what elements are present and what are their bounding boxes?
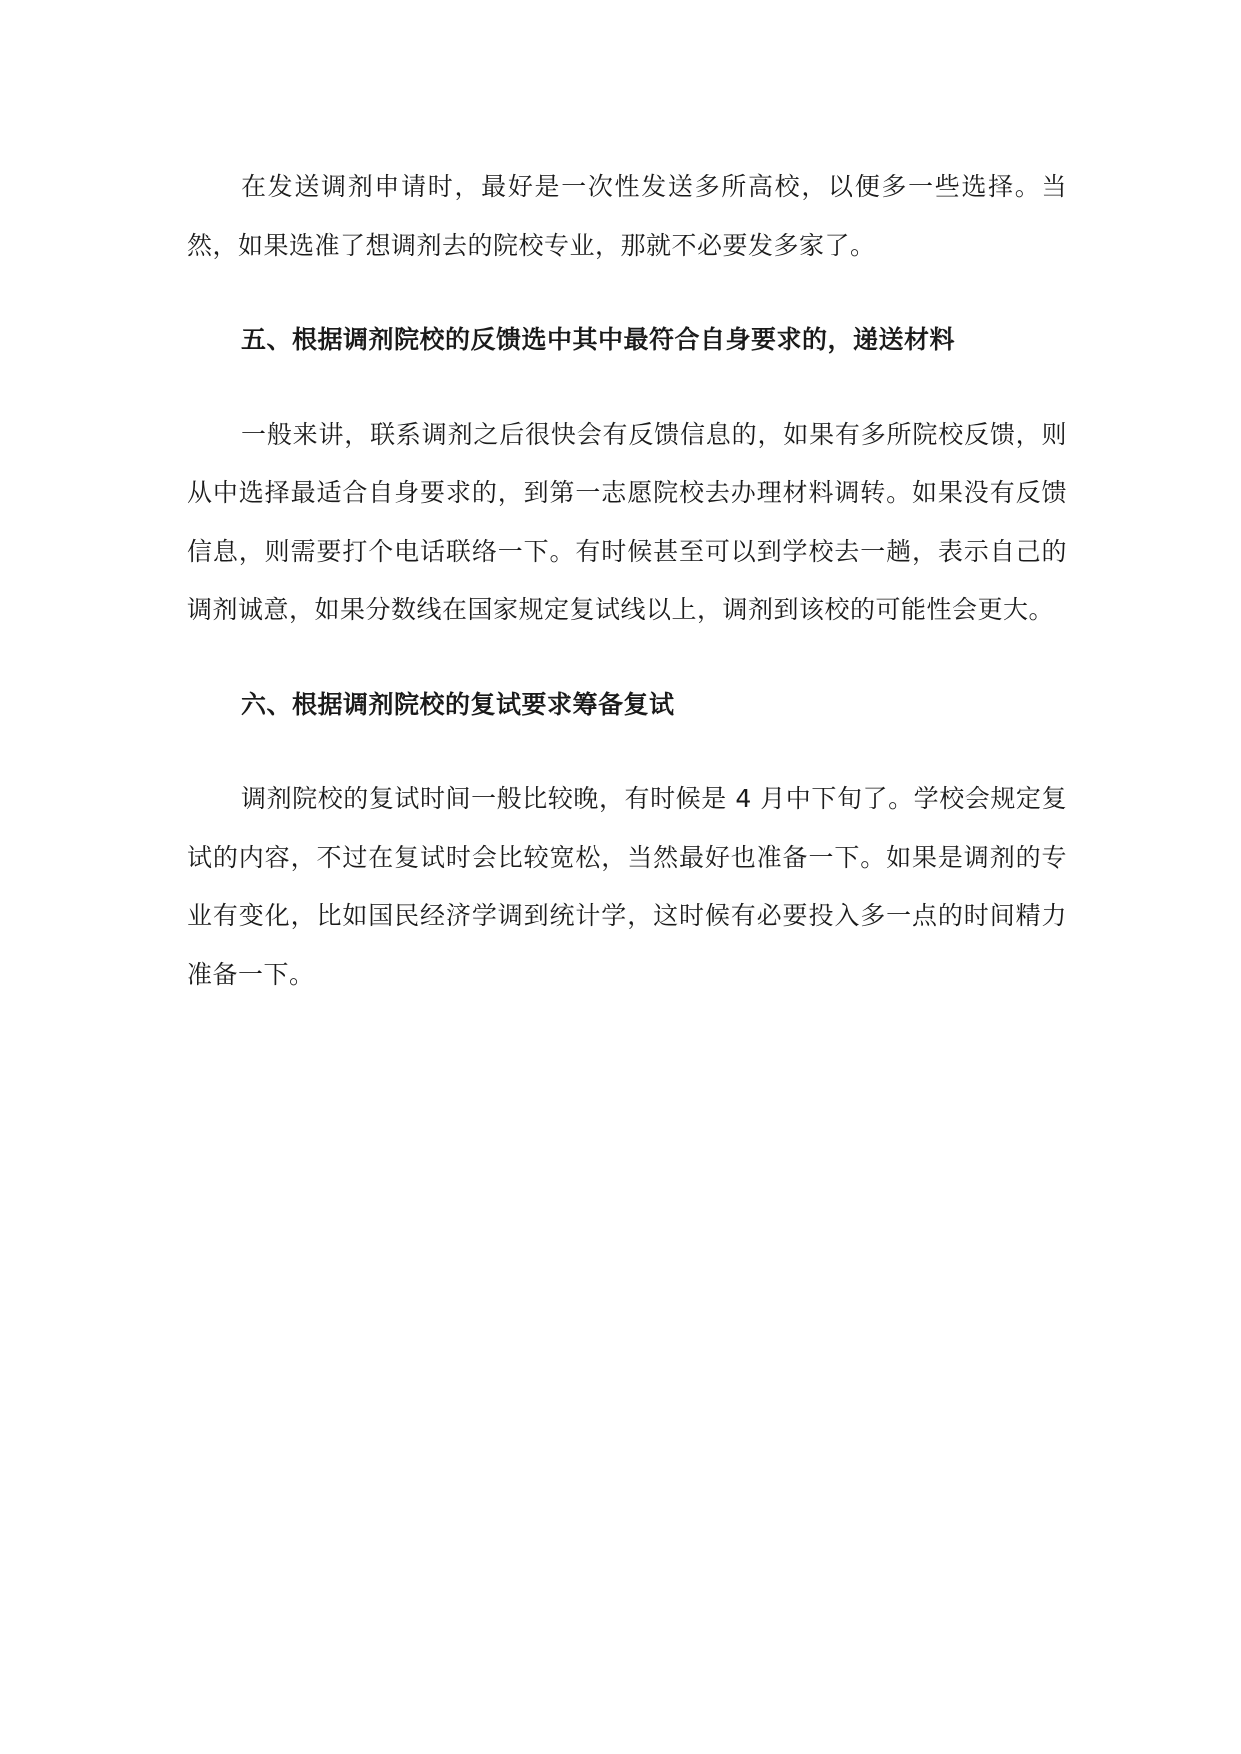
spacer [187,734,1067,770]
paragraph-retest-prep: 调剂院校的复试时间一般比较晚，有时候是 4 月中下旬了。学校会规定复试的内容，不过在复试时会比较宽松，当然最好也准备一下。如果是调剂的专业有变化，比如国民经济学调到统计学，这时候有必要投入多一点的时间精力准备一下。 [187,784,1067,989]
document-body [187,158,1067,1004]
spacer [187,275,1067,311]
paragraph-send-applications: 在发送调剂申请时，最好是一次性发送多所高校，以便多一些选择。当然，如果选准了想调剂去的院校专业，那就不必要发多家了。 [187,172,1067,260]
paragraph-feedback: 一般来讲，联系调剂之后很快会有反馈信息的，如果有多所院校反馈，则从中选择最适合自身要求的，到第一志愿院校去办理材料调转。如果没有反馈信息，则需要打个电话联络一下。有时候甚至可以到学校去一趟，表示自己的调剂诚意，如果分数线在国家规定复试线以上，调剂到该校的可能性会更大。 [187,419,1067,624]
spacer [187,370,1067,406]
section-heading-5: 五、根据调剂院校的反馈选中其中最符合自身要求的，递送材料 [241,325,956,354]
spacer [187,640,1067,676]
section-heading-6: 六、根据调剂院校的复试要求筹备复试 [241,689,675,719]
